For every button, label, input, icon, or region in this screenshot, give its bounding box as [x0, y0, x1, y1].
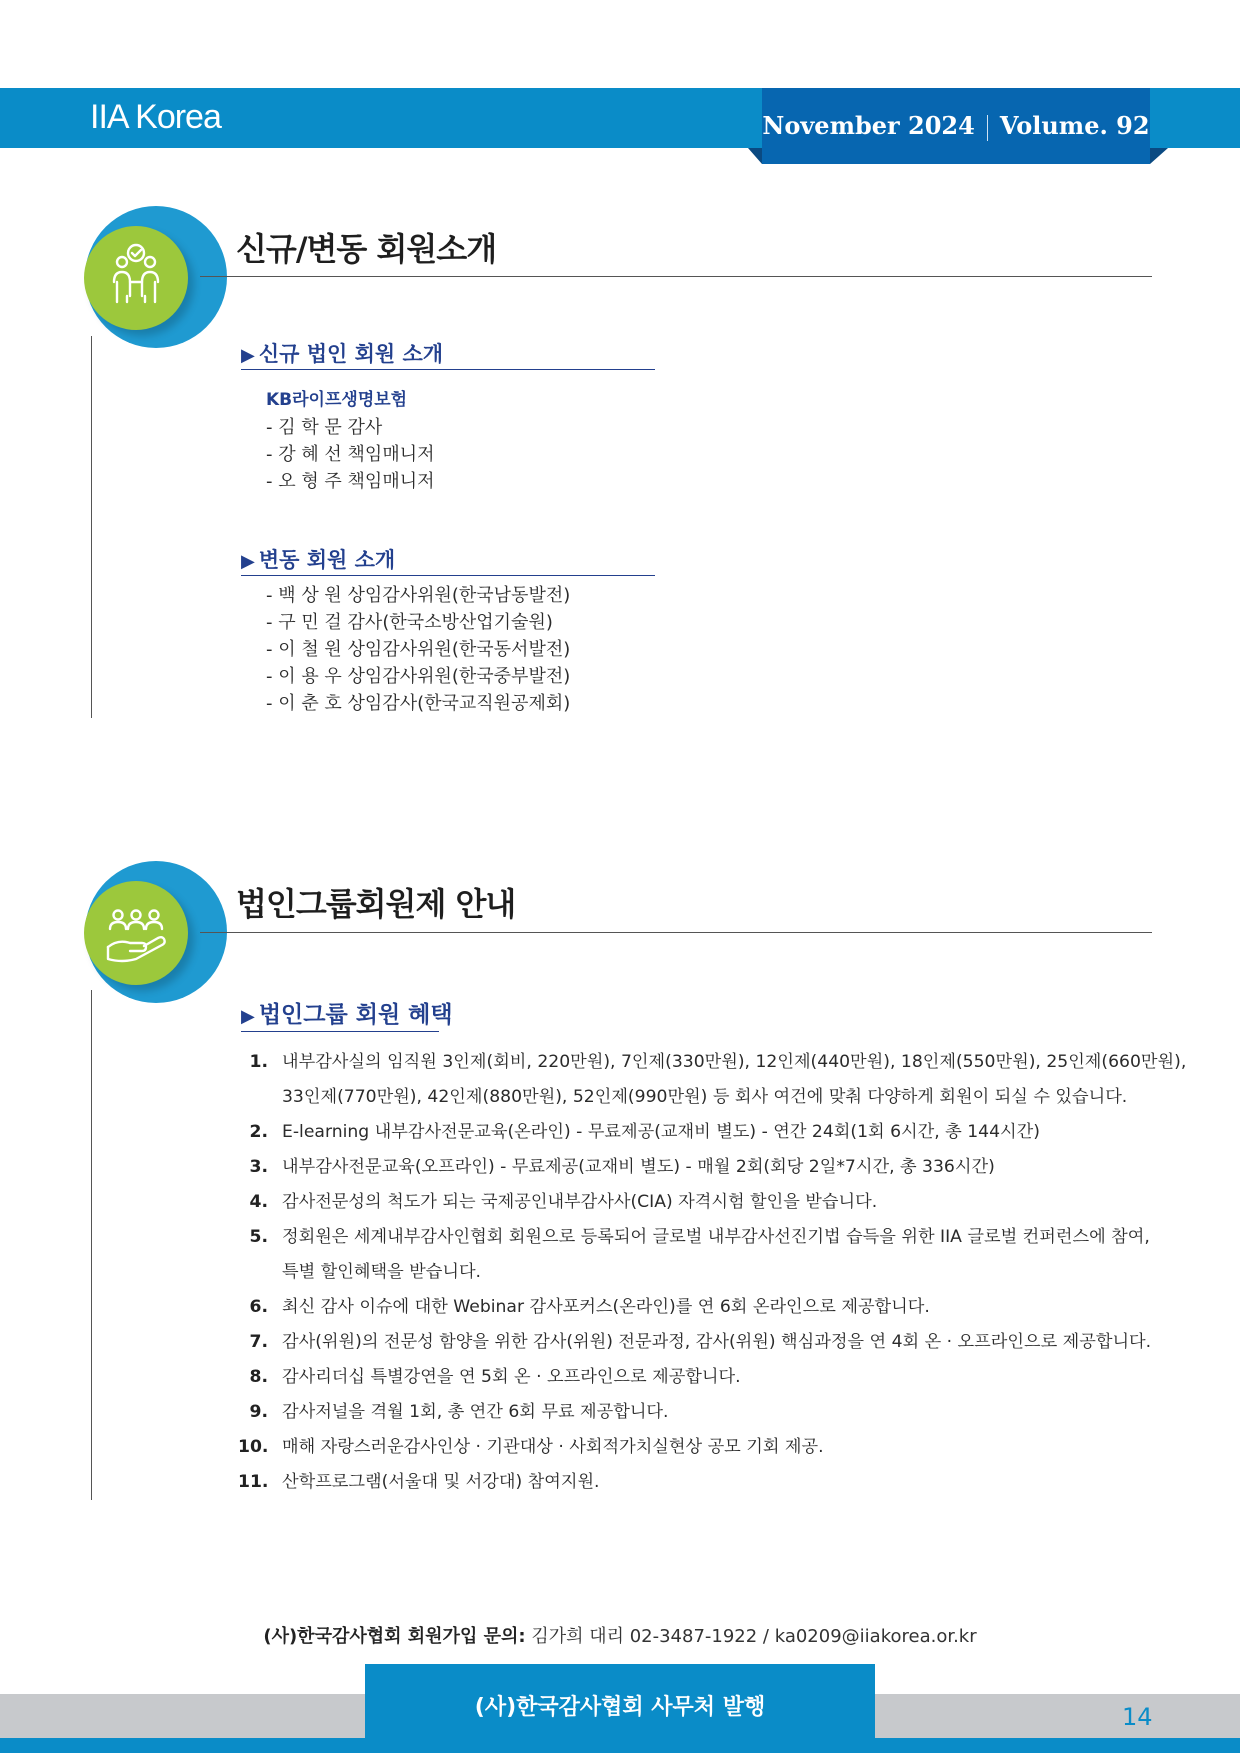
benefit-number: 4.: [249, 1192, 268, 1212]
benefit-text: 감사전문성의 척도가 되는 국제공인내부감사사(CIA) 자격시험 할인을 받습니다.: [282, 1192, 878, 1212]
triangle-bullet-icon: ▶: [241, 345, 255, 366]
benefit-item: [244, 1395, 1186, 1430]
list-item: - 강 혜 선 책임매니저: [266, 444, 435, 465]
list-item: - 이 용 우 상임감사위원(한국중부발전): [266, 666, 571, 687]
list-item: - 오 형 주 책임매니저: [266, 471, 435, 492]
group-care-icon-graphic: [84, 881, 188, 985]
benefit-text: 매해 자랑스러운감사인상 · 기관대상 · 사회적가치실현상 공모 기회 제공.: [282, 1437, 824, 1457]
benefit-text: 감사리더십 특별강연을 연 5회 온 · 오프라인으로 제공합니다.: [282, 1367, 741, 1387]
benefit-item: [238, 1465, 1186, 1500]
benefit-item: [244, 1220, 1186, 1290]
benefit-text: 내부감사실의 임직원 3인제(회비, 220만원), 7인제(330만원), 12인제(440만원), 18인제(550만원), 25인제(660만원),: [282, 1052, 1187, 1072]
benefit-number: 5.: [249, 1227, 268, 1247]
benefit-item: [244, 1150, 1186, 1185]
issue-tab-fold-right: [1150, 148, 1168, 164]
list-item: - 이 춘 호 상임감사(한국교직원공제회): [266, 693, 571, 714]
benefit-text-continued: 33인제(770만원), 42인제(880만원), 52인제(990만원) 등 회사 여건에 맞춰 다양하게 회원이 되실 수 있습니다.: [282, 1087, 1128, 1107]
membership-contact: [0, 1622, 1240, 1652]
section2-title-rule: [200, 932, 1152, 933]
contact-label: (사)한국감사협회 회원가입 문의:: [263, 1626, 526, 1647]
triangle-bullet-icon: ▶: [241, 1006, 255, 1027]
benefit-text-continued: 특별 할인혜택을 받습니다.: [282, 1262, 482, 1282]
members-meeting-icon: [84, 226, 188, 330]
benefit-number: 10.: [238, 1437, 269, 1457]
section1-vertical-rule: [91, 336, 92, 718]
list-item: - 김 학 문 감사: [266, 417, 383, 438]
members-meeting-icon-graphic: [84, 226, 188, 330]
changed-members-heading: ▶ 변동 회원 소개: [241, 548, 396, 572]
benefit-item: [244, 1115, 1186, 1150]
contact-details: 김가희 대리 02-3487-1922 / ka0209@iiakorea.or.kr: [531, 1626, 977, 1647]
issue-volume: Volume. 92: [999, 111, 1150, 140]
triangle-bullet-icon: ▶: [241, 551, 255, 572]
benefit-number: 6.: [249, 1297, 268, 1317]
benefit-number: 7.: [249, 1332, 268, 1352]
benefits-list: [238, 1045, 1187, 1500]
benefits-heading-rule: [241, 1031, 439, 1032]
company-name: KB라이프생명보험: [266, 390, 408, 410]
section2-title: 법인그룹회원제 안내: [236, 885, 516, 923]
issue-tab-fold-left: [748, 148, 762, 164]
benefits-heading: ▶ 법인그룹 회원 혜택: [241, 1002, 453, 1028]
new-corporate-list: [266, 387, 435, 495]
benefit-item: [244, 1045, 1186, 1115]
benefit-item: [244, 1325, 1186, 1360]
benefit-item: [238, 1430, 1186, 1465]
benefit-text: 감사저널을 격월 1회, 총 연간 6회 무료 제공합니다.: [282, 1402, 669, 1422]
page-number: 14: [1122, 1703, 1153, 1731]
section1-title: 신규/변동 회원소개: [236, 230, 497, 268]
list-item: - 구 민 걸 감사(한국소방산업기술원): [266, 612, 553, 633]
new-corporate-rule: [241, 369, 655, 370]
changed-members-rule: [241, 575, 655, 576]
changed-members-list: [266, 582, 570, 717]
issue-separator: [987, 115, 988, 141]
list-item: - 백 상 원 상임감사위원(한국남동발전): [266, 585, 571, 606]
benefit-number: 2.: [249, 1122, 268, 1142]
issue-info: [762, 104, 1150, 148]
section1-title-rule: [200, 276, 1152, 277]
benefit-text: 산학프로그램(서울대 및 서강대) 참여지원.: [282, 1472, 600, 1492]
benefit-text: 정회원은 세계내부감사인협회 회원으로 등록되어 글로벌 내부감사선진기법 습득을 위한 IIA 글로벌 컨퍼런스에 참여,: [282, 1227, 1150, 1247]
section2-vertical-rule: [91, 990, 92, 1500]
benefit-item: [244, 1360, 1186, 1395]
list-item: - 이 철 원 상임감사위원(한국동서발전): [266, 639, 571, 660]
brand-logo: IIA Korea: [90, 98, 221, 136]
benefit-number: 9.: [249, 1402, 268, 1422]
benefit-text: 감사(위원)의 전문성 함양을 위한 감사(위원) 전문과정, 감사(위원) 핵심과정을 연 4회 온 · 오프라인으로 제공합니다.: [282, 1332, 1152, 1352]
new-corporate-heading: ▶ 신규 법인 회원 소개: [241, 342, 444, 366]
benefit-text: 최신 감사 이슈에 대한 Webinar 감사포커스(온라인)를 연 6회 온라인으로 제공합니다.: [282, 1297, 930, 1317]
benefit-item: [244, 1290, 1186, 1325]
footer-publisher: (사)한국감사협회 사무처 발행: [474, 1695, 766, 1720]
benefit-number: 1.: [249, 1052, 268, 1072]
issue-date: November 2024: [762, 111, 975, 140]
benefit-number: 8.: [249, 1367, 268, 1387]
benefit-number: 3.: [249, 1157, 268, 1177]
benefit-text: 내부감사전문교육(오프라인) - 무료제공(교재비 별도) - 매월 2회(회당 2일*7시간, 총 336시간): [282, 1157, 995, 1177]
benefit-item: [244, 1185, 1186, 1220]
benefit-text: E-learning 내부감사전문교육(온라인) - 무료제공(교재비 별도) - 연간 24회(1회 6시간, 총 144시간): [282, 1122, 1040, 1142]
group-care-icon: [84, 881, 188, 985]
benefit-number: 11.: [238, 1472, 269, 1492]
